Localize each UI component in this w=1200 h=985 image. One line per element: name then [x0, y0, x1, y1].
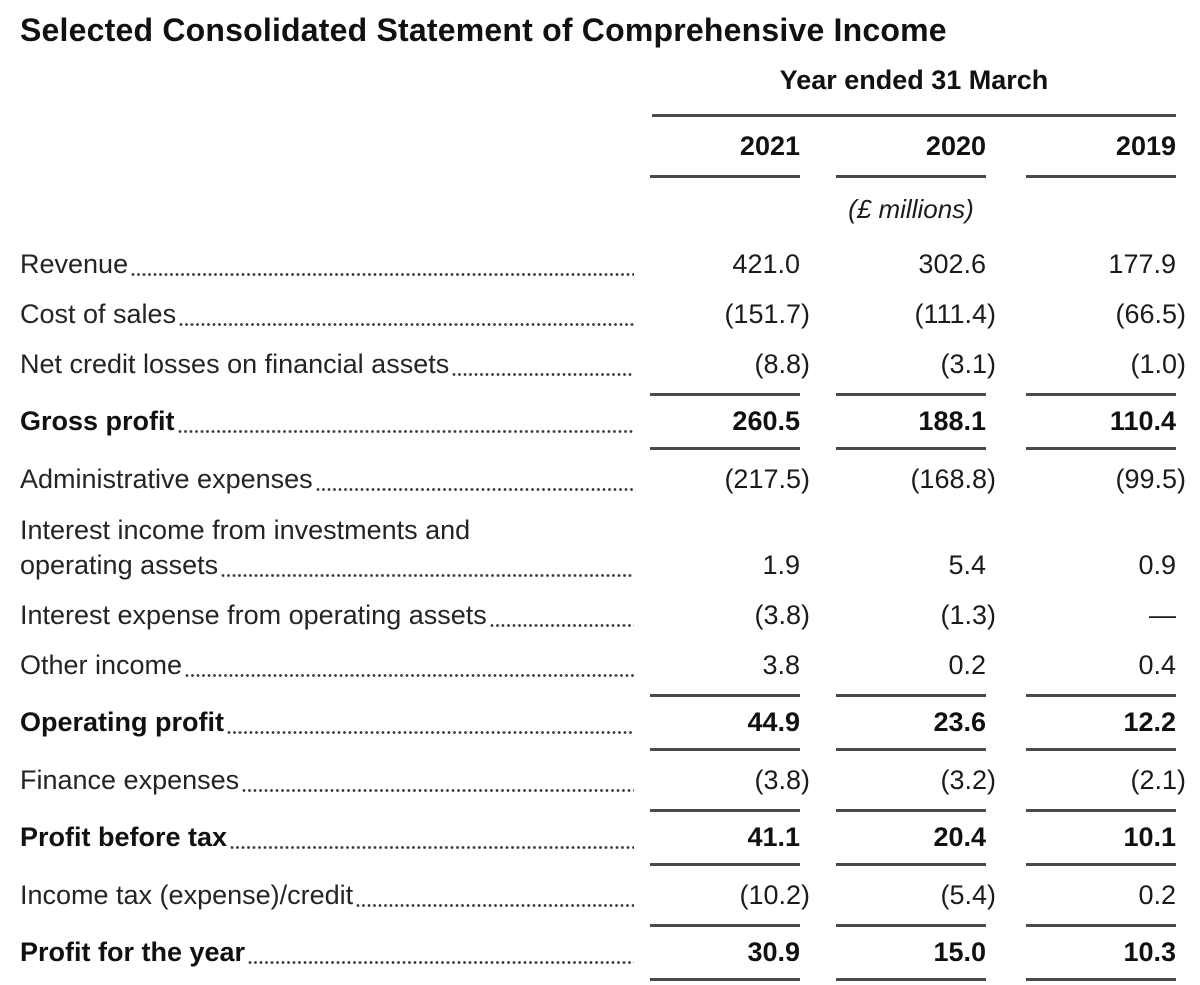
period-header-cell	[640, 64, 1176, 117]
row-label: Net credit losses on financial assets	[20, 349, 450, 379]
dot-leader	[179, 322, 634, 327]
table-row-interest-income	[20, 504, 1176, 590]
spacer-cell	[640, 178, 800, 225]
value-2019: (66.5)	[1115, 299, 1186, 329]
value-2020: 188.1	[918, 406, 986, 436]
table-row-profit-for-the-year	[20, 920, 1176, 985]
value-2021: 3.8	[762, 650, 800, 680]
value-2020: 15.0	[933, 937, 986, 967]
value-2020: (1.3)	[940, 600, 996, 630]
value-2019: 177.9	[1108, 249, 1176, 279]
spacer-cell	[20, 117, 640, 178]
row-label: Gross profit	[20, 406, 175, 436]
page-title: Selected Consolidated Statement of Comprehensive Income	[20, 12, 947, 48]
dot-leader	[221, 573, 634, 578]
value-2021: 1.9	[762, 550, 800, 580]
dot-leader	[248, 960, 634, 965]
value-2021: (151.7)	[724, 299, 810, 329]
table-row-finance-expenses	[20, 755, 1176, 805]
year-columns-row	[20, 117, 1176, 178]
value-2019: 0.4	[1138, 650, 1176, 680]
unit-row	[20, 178, 1176, 225]
value-2019: 110.4	[1109, 406, 1176, 436]
period-header-label: Year ended 31 March	[779, 65, 1049, 95]
value-2021: 41.1	[747, 822, 800, 852]
value-2021: (8.8)	[754, 349, 810, 379]
income-statement-table	[20, 64, 1186, 985]
value-2019: (2.1)	[1130, 765, 1186, 795]
dot-leader	[490, 623, 634, 628]
row-label: Revenue	[20, 249, 129, 279]
row-label-line1: Interest income from investments and	[20, 515, 471, 545]
value-2020: (3.1)	[940, 349, 996, 379]
table-row-profit-before-tax	[20, 805, 1176, 870]
value-2021: 260.5	[732, 406, 800, 436]
table-row-cost-of-sales	[20, 289, 1176, 339]
spacer-cell	[20, 64, 640, 117]
value-2019: (1.0)	[1130, 349, 1186, 379]
table-row-gross-profit	[20, 389, 1176, 454]
table-row-interest-expense	[20, 590, 1176, 640]
dot-leader	[356, 903, 634, 908]
value-2021: 44.9	[747, 707, 800, 737]
table-row-revenue	[20, 225, 1176, 289]
value-2019: 12.2	[1123, 707, 1176, 737]
dot-leader	[178, 429, 634, 434]
table-row-other-income	[20, 640, 1176, 690]
row-label: Other income	[20, 650, 183, 680]
value-2021: (217.5)	[724, 464, 810, 494]
table-row-operating-profit	[20, 690, 1176, 755]
column-header-2019: 2019	[1026, 130, 1176, 178]
value-2021: (3.8)	[754, 765, 810, 795]
value-2019: —	[1149, 600, 1176, 630]
row-label: Administrative expenses	[20, 464, 313, 494]
dot-leader	[227, 730, 634, 735]
dot-leader	[131, 272, 634, 277]
value-2021: 30.9	[747, 937, 800, 967]
value-2020: 302.6	[918, 249, 986, 279]
column-header-2021: 2021	[650, 130, 800, 178]
row-label: Profit for the year	[20, 937, 246, 967]
row-label: Operating profit	[20, 707, 224, 737]
value-2019: 10.3	[1123, 937, 1176, 967]
currency-unit-label: (£ millions)	[848, 194, 974, 224]
value-2019: 0.2	[1138, 880, 1176, 910]
row-label: Finance expenses	[20, 765, 240, 795]
spacer-cell	[20, 178, 640, 225]
row-label: Profit before tax	[20, 822, 228, 852]
period-header-row	[20, 64, 1176, 117]
value-2021: (3.8)	[754, 600, 810, 630]
row-label: operating assets	[20, 550, 219, 580]
row-label: Cost of sales	[20, 299, 177, 329]
period-header-rule	[652, 64, 1176, 117]
dot-leader	[230, 845, 634, 850]
row-label: Income tax (expense)/credit	[20, 880, 354, 910]
value-2020: (111.4)	[914, 299, 996, 329]
spacer-cell	[986, 178, 1176, 225]
value-2019: 10.1	[1123, 822, 1176, 852]
column-header-2020: 2020	[836, 130, 986, 178]
value-2020: (3.2)	[940, 765, 996, 795]
dot-leader	[316, 487, 634, 492]
value-2020: 0.2	[948, 650, 986, 680]
table-row-net-credit-losses	[20, 339, 1176, 389]
table-row-income-tax	[20, 870, 1176, 920]
dot-leader	[185, 673, 634, 678]
value-2020: (5.4)	[940, 880, 996, 910]
value-2019: (99.5)	[1115, 464, 1186, 494]
value-2020: 23.6	[933, 707, 986, 737]
dot-leader	[452, 372, 634, 377]
row-label: Interest expense from operating assets	[20, 600, 487, 630]
table-row-administrative-expenses	[20, 454, 1176, 504]
dot-leader	[242, 788, 634, 793]
value-2020: 5.4	[948, 550, 986, 580]
value-2020: 20.4	[933, 822, 986, 852]
value-2019: 0.9	[1138, 550, 1176, 580]
value-2020: (168.8)	[910, 464, 996, 494]
value-2021: 421.0	[732, 249, 800, 279]
value-2021: (10.2)	[739, 880, 810, 910]
